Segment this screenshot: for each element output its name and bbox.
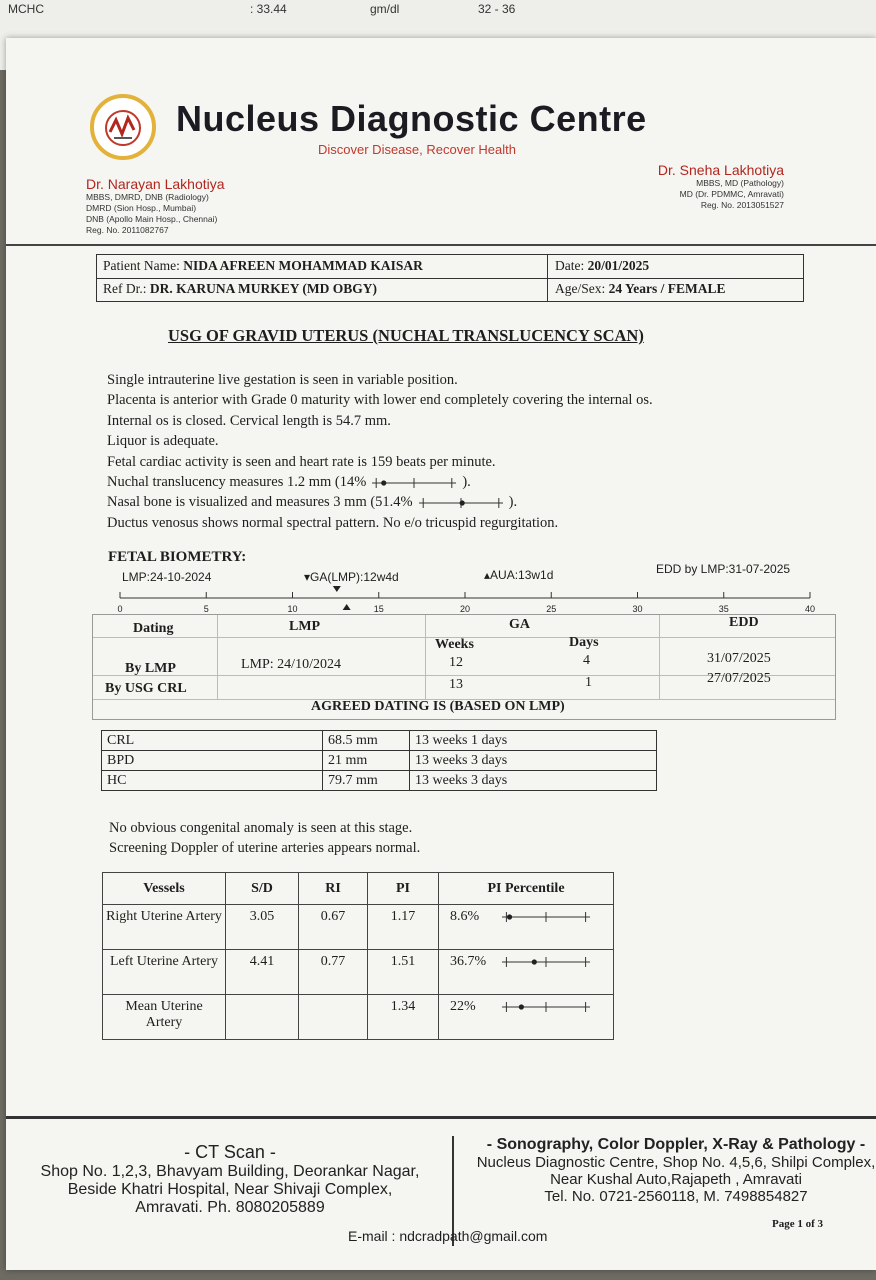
scale-tick-label: 0 — [117, 604, 123, 614]
measurement-row — [102, 731, 657, 751]
left-doctor-name: Dr. Narayan Lakhotiya — [86, 176, 225, 192]
measurement-name: BPD — [102, 751, 323, 771]
patient-info-box — [96, 254, 804, 302]
finding-line-nt: Nuchal translucency measures 1.2 mm (14% ). — [107, 474, 471, 491]
left-doctor-reg: Reg. No. 2011082767 — [86, 225, 169, 235]
findings-list — [107, 370, 653, 533]
pi-percentile-text: 8.6% — [450, 909, 480, 924]
scale-edd-label: EDD by LMP:31-07-2025 — [656, 562, 791, 576]
notes — [109, 818, 420, 858]
sd-value: 3.05 — [226, 905, 299, 950]
finding-line: Internal os is closed. Cervical length is 54.7 mm. — [107, 412, 391, 429]
scale-tick-label: 30 — [632, 604, 643, 614]
scale-tick-label: 20 — [459, 604, 471, 614]
footer-right-line: Near Kushal Auto,Rajapeth , Amravati — [550, 1171, 802, 1188]
doppler-header: PI — [368, 873, 439, 905]
footer-rule — [6, 1116, 876, 1119]
mchc-value: : 33.44 — [250, 2, 287, 16]
percentile-marker — [459, 501, 464, 506]
note-line: Screening Doppler of uterine arteries appears normal. — [109, 840, 421, 856]
weeks-header: Weeks — [435, 637, 474, 652]
header-divider — [6, 244, 876, 246]
doppler-row — [103, 950, 614, 995]
mchc-unit: gm/dl — [370, 2, 400, 16]
left-doctor-qual-2: DMRD (Sion Hosp., Mumbai) — [86, 203, 197, 213]
left-doctor-qual-1: MBBS, DMRD, DNB (Radiology) — [86, 192, 209, 202]
sd-value — [226, 995, 299, 1040]
left-doctor-block — [86, 176, 225, 236]
vessel-name: Left Uterine Artery — [103, 950, 226, 995]
dating-row-edd: 27/07/2025 — [707, 671, 771, 686]
pi-value: 1.51 — [368, 950, 439, 995]
percentile-marker — [507, 914, 512, 919]
doppler-row — [103, 905, 614, 950]
agreed-dating: AGREED DATING IS (BASED ON LMP) — [311, 699, 565, 714]
dating-row-days: 4 — [583, 653, 590, 668]
measurement-row — [102, 751, 657, 771]
dating-row-label: By USG CRL — [105, 681, 187, 696]
footer-right-title: - Sonography, Color Doppler, X-Ray & Pathology - — [486, 1136, 866, 1153]
patient-name: NIDA AFREEN MOHAMMAD KAISAR — [183, 258, 423, 273]
right-doctor-name: Dr. Sneha Lakhotiya — [657, 162, 784, 178]
fetal-biometry-heading: FETAL BIOMETRY: — [108, 549, 247, 565]
finding-line: Placenta is anterior with Grade 0 maturity with lower end completely covering the internal os. — [107, 392, 653, 409]
scale-tick-label: 25 — [546, 604, 557, 614]
footer-ct-scan — [20, 1142, 440, 1217]
report-title: USG OF GRAVID UTERUS (NUCHAL TRANSLUCENCY SCAN) — [168, 326, 644, 345]
ga-lmp-marker — [333, 586, 341, 592]
report-date-row: Date: 20/01/2025 — [555, 258, 650, 273]
doppler-header: PI Percentile — [439, 873, 614, 905]
percentile-marker — [532, 959, 537, 964]
right-doctor-block — [658, 162, 784, 211]
gestation-scale-axis — [108, 584, 814, 618]
right-doctor-qual-2: MD (Dr. PDMMC, Amravati) — [679, 189, 784, 199]
edd-header: EDD — [729, 615, 759, 630]
doppler-header: Vessels — [103, 873, 226, 905]
dating-row-label: By LMP — [125, 661, 176, 676]
report-date: 20/01/2025 — [587, 258, 650, 273]
mchc-label: MCHC — [8, 2, 44, 16]
measurement-value: 79.7 mm — [323, 771, 410, 791]
vessel-name: Mean Uterine Artery — [103, 995, 226, 1040]
right-doctor-reg: Reg. No. 2013051527 — [700, 200, 784, 210]
measurements-table — [101, 730, 657, 791]
gestation-scale — [108, 558, 814, 618]
vessel-name: Right Uterine Artery — [103, 905, 226, 950]
right-doctor-qual-1: MBBS, MD (Pathology) — [696, 178, 784, 188]
footer-left-line: Amravati. Ph. 8080205889 — [135, 1199, 325, 1216]
left-doctor-qual-3: DNB (Apollo Main Hosp., Chennai) — [86, 214, 218, 224]
finding-line: Liquor is adequate. — [107, 433, 219, 450]
percentile-marker — [381, 480, 386, 485]
age-sex-row: Age/Sex: 24 Years / FEMALE — [555, 281, 726, 296]
footer-right-line: Tel. No. 0721-2560118, M. 7498854827 — [544, 1188, 808, 1205]
finding-line-nasal: Nasal bone is visualized and measures 3 mm (51.4% ). — [107, 494, 518, 511]
pi-value: 1.34 — [368, 995, 439, 1040]
measurement-value: 21 mm — [323, 751, 410, 771]
doppler-header: S/D — [226, 873, 299, 905]
measurement-age: 13 weeks 3 days — [410, 771, 657, 791]
days-header: Days — [569, 635, 599, 650]
pi-percentile-bar — [498, 1001, 594, 1013]
dating-table — [92, 614, 836, 720]
doppler-row — [103, 995, 614, 1040]
finding-line: Ductus venosus shows normal spectral pattern. No e/o tricuspid regurgitation. — [107, 514, 559, 531]
measurement-value: 68.5 mm — [323, 731, 410, 751]
footer-left-title: - CT Scan - — [184, 1142, 276, 1162]
pi-percentile-text: 22% — [450, 999, 476, 1014]
page-number: Page 1 of 3 — [772, 1218, 824, 1230]
footer-sonography — [476, 1136, 876, 1205]
pi-percentile-bar — [498, 956, 594, 968]
ri-value: 0.67 — [299, 905, 368, 950]
patient-name-row: Patient Name: NIDA AFREEN MOHAMMAD KAISAR — [103, 258, 423, 273]
ri-value: 0.77 — [299, 950, 368, 995]
scale-tick-label: 15 — [373, 604, 384, 614]
scale-ga-label: ▾GA(LMP):12w4d — [304, 570, 399, 584]
ref-doctor-row: Ref Dr.: DR. KARUNA MURKEY (MD OBGY) — [103, 281, 377, 296]
pi-value: 1.17 — [368, 905, 439, 950]
doppler-header: RI — [299, 873, 368, 905]
scale-tick-label: 5 — [203, 604, 209, 614]
sd-value: 4.41 — [226, 950, 299, 995]
scale-tick-label: 10 — [287, 604, 298, 614]
doppler-table — [102, 872, 614, 1040]
lmp-header: LMP — [289, 619, 321, 634]
dating-row-days: 1 — [585, 675, 592, 690]
pi-percentile-cell — [439, 905, 614, 950]
pi-percentile-cell — [439, 950, 614, 995]
pi-percentile-text: 36.7% — [450, 954, 487, 969]
pi-percentile-cell — [439, 995, 614, 1040]
finding-line: Fetal cardiac activity is seen and heart rate is 159 beats per minute. — [107, 453, 496, 470]
nasal-percentile-bar — [415, 497, 507, 509]
mchc-range: 32 - 36 — [478, 2, 516, 16]
scale-tick-label: 35 — [718, 604, 729, 614]
scale-aua-label: ▴AUA:13w1d — [484, 568, 554, 582]
measurement-age: 13 weeks 3 days — [410, 751, 657, 771]
measurement-name: HC — [102, 771, 323, 791]
measurement-name: CRL — [102, 731, 323, 751]
percentile-marker — [519, 1004, 524, 1009]
footer-email: E-mail : ndcradpath@gmail.com — [348, 1228, 548, 1244]
dating-header: Dating — [133, 621, 174, 636]
footer-left-line: Shop No. 1,2,3, Bhavyam Building, Deorankar Nagar, — [40, 1163, 420, 1180]
ref-doctor: DR. KARUNA MURKEY (MD OBGY) — [149, 281, 377, 296]
dating-row-weeks: 13 — [449, 677, 463, 692]
clinic-logo — [90, 94, 156, 160]
finding-line: Single intrauterine live gestation is seen in variable position. — [107, 372, 458, 388]
scale-lmp-label: LMP:24-10-2024 — [122, 570, 212, 584]
ri-value — [299, 995, 368, 1040]
note-line: No obvious congenital anomaly is seen at this stage. — [109, 820, 413, 836]
age-sex: 24 Years / FEMALE — [608, 281, 726, 296]
clinic-tagline: Discover Disease, Recover Health — [318, 142, 516, 157]
scale-tick-label: 40 — [804, 604, 816, 614]
report-page — [6, 38, 876, 1270]
dating-row-edd: 31/07/2025 — [707, 651, 771, 666]
dating-row-lmp: LMP: 24/10/2024 — [241, 657, 341, 672]
pi-percentile-bar — [498, 911, 594, 923]
footer-left-line: Beside Khatri Hospital, Near Shivaji Complex, — [67, 1181, 393, 1198]
ga-header: GA — [509, 617, 530, 632]
aua-marker — [343, 604, 351, 610]
dating-row-weeks: 12 — [449, 655, 463, 670]
footer-right-line: Nucleus Diagnostic Centre, Shop No. 4,5,6, Shilpi Complex, — [476, 1154, 876, 1171]
clinic-title: Nucleus Diagnostic Centre — [176, 98, 647, 139]
measurement-age: 13 weeks 1 days — [410, 731, 657, 751]
measurement-row — [102, 771, 657, 791]
nt-percentile-bar — [368, 477, 460, 489]
